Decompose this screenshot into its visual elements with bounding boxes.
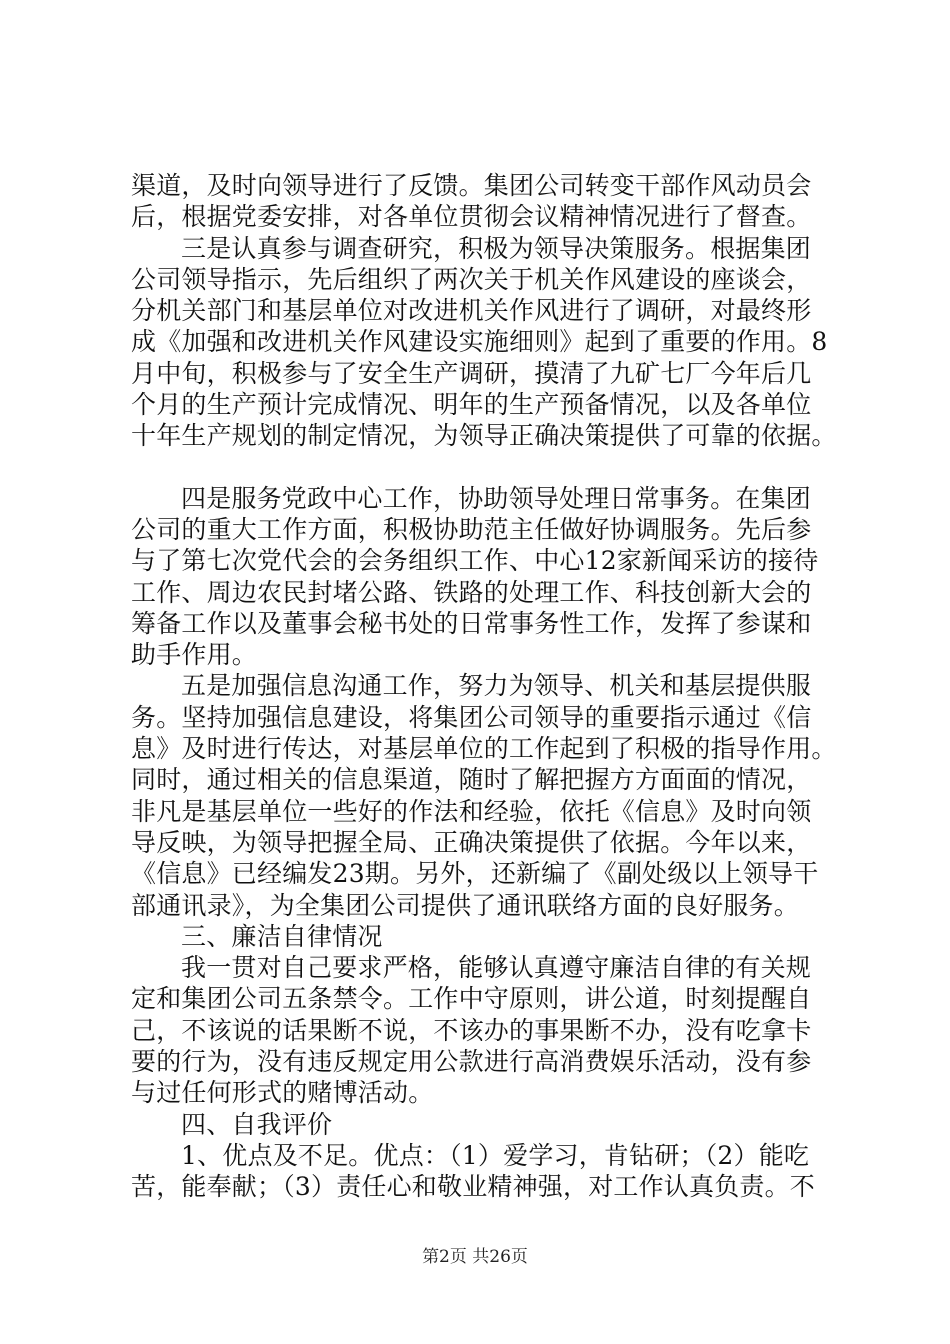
body-text	[131, 170, 837, 1203]
text-line: 苦，能奉献；（3）责任心和敬业精神强，对工作认真负责。不	[131, 1172, 816, 1202]
paragraph-start-line: 1、优点及不足。优点：（1）爱学习，肯钻研；（2）能吃	[181, 1140, 810, 1170]
text-line: 公司领导指示，先后组织了两次关于机关作风建设的座谈会，	[131, 264, 812, 294]
text-line: 定和集团公司五条禁令。工作中守原则，讲公道，时刻提醒自	[131, 984, 812, 1014]
text-line: 要的行为，没有违反规定用公款进行高消费娱乐活动，没有参	[131, 1047, 812, 1077]
text-line: 后，根据党委安排，对各单位贯彻会议精神情况进行了督查。	[131, 202, 812, 232]
text-line: 成《加强和改进机关作风建设实施细则》起到了重要的作用。8	[131, 327, 828, 357]
paragraph-gap	[131, 452, 831, 483]
text-line: 务。坚持加强信息建设，将集团公司领导的重要指示通过《信	[131, 702, 812, 732]
paragraph-start-line: 三是认真参与调查研究，积极为领导决策服务。根据集团	[181, 233, 812, 263]
text-line: 与过任何形式的赌博活动。	[131, 1078, 434, 1108]
text-line: 分机关部门和基层单位对改进机关作风进行了调研，对最终形	[131, 296, 812, 326]
text-line: 《信息》已经编发23期。另外，还新编了《副处级以上领导干	[131, 859, 819, 889]
text-line: 导反映，为领导把握全局、正确决策提供了依据。今年以来，	[131, 827, 812, 857]
paragraph-start-line: 五是加强信息沟通工作，努力为领导、机关和基层提供服	[181, 671, 812, 701]
text-line: 同时，通过相关的信息渠道，随时了解把握方方面面的情况，	[131, 765, 812, 795]
text-line: 部通讯录》，为全集团公司提供了通讯联络方面的良好服务。	[131, 890, 799, 920]
section-heading: 四、自我评价	[181, 1109, 333, 1139]
text-line: 十年生产规划的制定情况，为领导正确决策提供了可靠的依据。	[131, 421, 837, 451]
text-line: 筹备工作以及董事会秘书处的日常事务性工作，发挥了参谋和	[131, 608, 812, 638]
text-line: 月中旬，积极参与了安全生产调研，摸清了九矿七厂今年后几	[131, 358, 812, 388]
text-line: 息》及时进行传达，对基层单位的工作起到了积极的指导作用。	[131, 734, 837, 764]
text-line: 非凡是基层单位一些好的作法和经验，依托《信息》及时向领	[131, 796, 812, 826]
page-number-footer: 第2页 共26页	[422, 1247, 528, 1267]
text-line: 个月的生产预计完成情况、明年的生产预备情况，以及各单位	[131, 390, 812, 420]
text-line: 与了第七次党代会的会务组织工作、中心12家新闻采访的接待	[131, 546, 819, 576]
text-line: 公司的重大工作方面，积极协助范主任做好协调服务。先后参	[131, 514, 812, 544]
text-line: 工作、周边农民封堵公路、铁路的处理工作、科技创新大会的	[131, 577, 812, 607]
text-line: 助手作用。	[131, 640, 258, 670]
paragraph-start-line: 我一贯对自己要求严格，能够认真遵守廉洁自律的有关规	[181, 953, 812, 983]
text-line: 己，不该说的话果断不说，不该办的事果断不办，没有吃拿卡	[131, 1015, 812, 1045]
paragraph-start-line: 四是服务党政中心工作，协助领导处理日常事务。在集团	[181, 483, 812, 513]
text-line: 渠道，及时向领导进行了反馈。集团公司转变干部作风动员会	[131, 171, 812, 200]
section-heading: 三、廉洁自律情况	[181, 921, 383, 951]
